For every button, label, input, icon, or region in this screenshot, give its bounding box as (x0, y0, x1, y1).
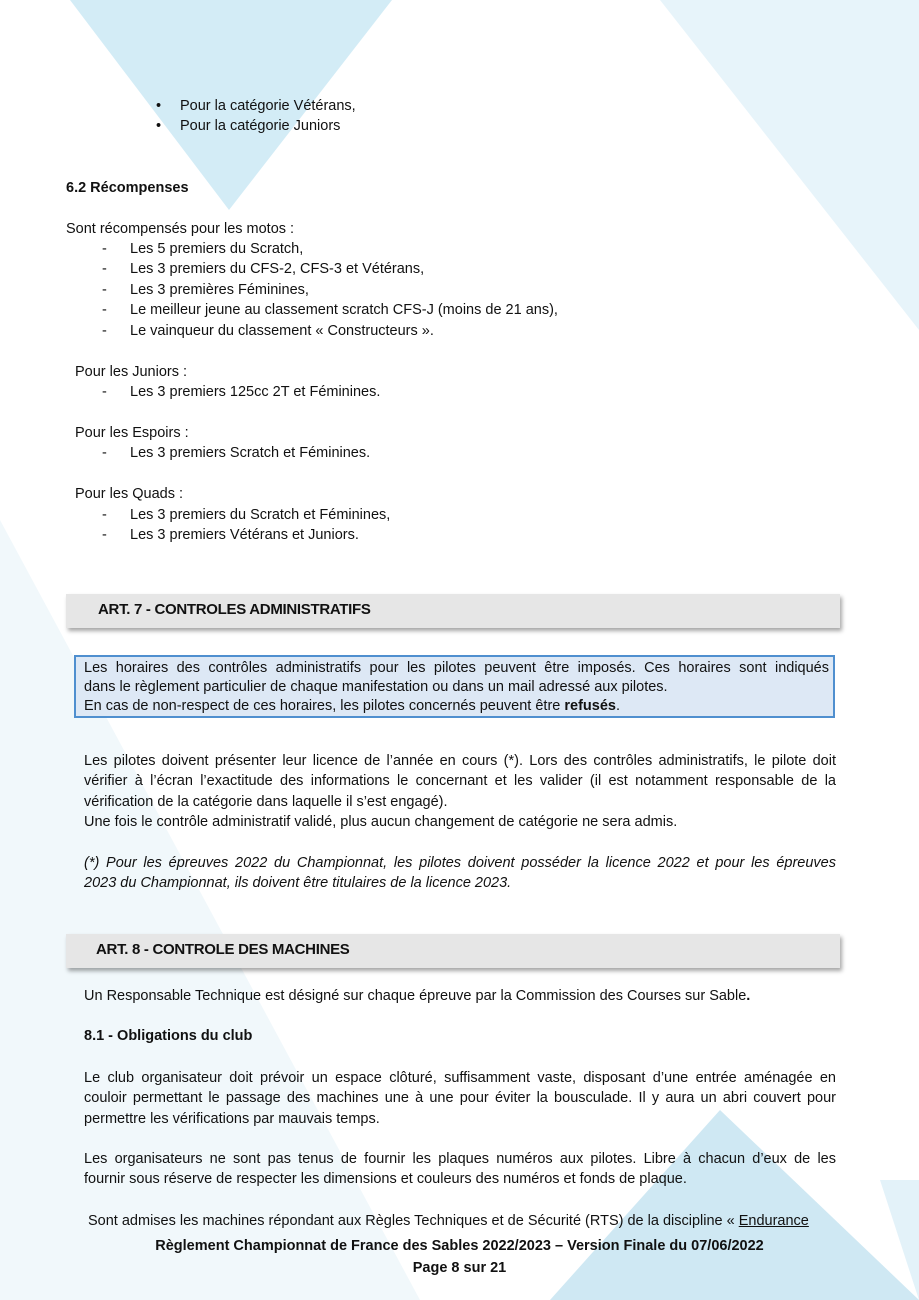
bullet-icon: • (156, 118, 162, 134)
paragraph-line: Le club organisateur doit prévoir un espace clôturé, suffisamment vaste, disposant d’une entrée aménagée en (84, 1070, 836, 1086)
note-line: (*) Pour les épreuves 2022 du Championnat, les pilotes doivent posséder la licence 2022 et pour les épreuves (84, 855, 836, 871)
club-obligations-paragraph (84, 1068, 836, 1129)
paragraph-line: Les organisateurs ne sont pas tenus de fournir les plaques numéros aux pilotes. Libre à chacun d’eux de les (84, 1151, 836, 1167)
dash-icon: - (102, 527, 107, 543)
dash-icon: - (102, 241, 107, 257)
juniors-intro: Pour les Juniors : (75, 364, 188, 380)
list-item-text: Les 5 premiers du Scratch, (130, 241, 304, 257)
note-line: 2023 du Championnat, ils doivent être titulaires de la licence 2023. (84, 875, 512, 892)
dash-icon: - (102, 507, 107, 523)
bullet-icon: • (156, 98, 162, 114)
quads-intro: Pour les Quads : (75, 486, 183, 502)
subsection-heading-8-1: 8.1 - Obligations du club (84, 1028, 253, 1044)
list-item-text: Le vainqueur du classement « Constructeurs ». (130, 323, 434, 339)
list-item-text: Les 3 premiers Vétérans et Juniors. (130, 527, 359, 543)
endurance-link[interactable]: Endurance (738, 1213, 809, 1229)
paragraph-line: permettre les vérifications par mauvais temps. (84, 1110, 380, 1127)
dash-icon: - (102, 261, 107, 277)
footer-title: Règlement Championnat de France des Sables 2022/2023 – Version Finale du 07/06/2022 (155, 1238, 764, 1254)
notice-line: Les horaires des contrôles administratifs pour les pilotes peuvent être imposés. Ces horaires sont indiqués (84, 660, 829, 676)
refused-emphasis: refusés (564, 698, 616, 714)
dash-icon: - (102, 302, 107, 318)
technical-manager-sentence: Un Responsable Technique est désigné sur chaque épreuve par la Commission des Courses sur Sable. (84, 988, 751, 1004)
article-7-title: ART. 7 - CONTROLES ADMINISTRATIFS (98, 601, 371, 618)
paragraph-line: vérifier à l’écran l’exactitude des informations le concernant et les valider (il est notamment responsable de la (84, 773, 836, 790)
article-8-heading (66, 934, 840, 968)
list-item-text: Les 3 premiers Scratch et Féminines. (130, 445, 371, 461)
list-item-text: Le meilleur jeune au classement scratch CFS-J (moins de 21 ans), (130, 302, 558, 318)
paragraph-line: vérification de la catégorie dans laquelle il s’est engagé). (84, 793, 448, 810)
paragraph-line: Une fois le contrôle administratif validé, plus aucun changement de catégorie ne sera admis. (84, 813, 678, 830)
rewards-intro: Sont récompensés pour les motos : (66, 221, 295, 237)
list-item-text: Les 3 premiers du CFS-2, CFS-3 et Vétérans, (130, 261, 425, 277)
schedule-notice-box (74, 655, 835, 718)
plates-paragraph (84, 1149, 836, 1190)
paragraph-line: Les pilotes doivent présenter leur licence de l’année en cours (*). Lors des contrôles administratifs, le pilote doit (84, 753, 836, 769)
right-top-triangle (660, 0, 919, 330)
espoirs-intro: Pour les Espoirs : (75, 425, 189, 441)
list-item-text: Pour la catégorie Juniors (180, 118, 341, 134)
list-item-text: Pour la catégorie Vétérans, (180, 98, 356, 114)
dash-icon: - (102, 282, 107, 298)
dash-icon: - (102, 384, 107, 400)
page-number: Page 8 sur 21 (412, 1260, 507, 1276)
section-heading-6-2: 6.2 Récompenses (66, 180, 189, 196)
notice-line: En cas de non-respect de ces horaires, les pilotes concernés peuvent être refusés. (84, 698, 621, 714)
licence-note (84, 853, 836, 894)
article-8-title: ART. 8 - CONTROLE DES MACHINES (96, 941, 350, 958)
list-item-text: Les 3 premières Féminines, (130, 282, 309, 298)
article-7-heading (66, 594, 840, 628)
list-item-text: Les 3 premiers 125cc 2T et Féminines. (130, 384, 381, 400)
notice-line: dans le règlement particulier de chaque manifestation ou dans un mail adressé aux pilotes. (84, 679, 668, 695)
paragraph-line: couloir permettant le passage des machines une à une pour éviter la bousculade. Il y aura un abri couvert pour (84, 1090, 836, 1107)
paragraph-line: fournir sous réserve de respecter les dimensions et couleurs des numéros et fonds de plaque. (84, 1171, 687, 1188)
dash-icon: - (102, 323, 107, 339)
list-item-text: Les 3 premiers du Scratch et Féminines, (130, 507, 391, 523)
admitted-machines-sentence: Sont admises les machines répondant aux Règles Techniques et de Sécurité (RTS) de la discipline « Endurance (88, 1213, 809, 1229)
licence-paragraph (84, 751, 836, 832)
dash-icon: - (102, 445, 107, 461)
